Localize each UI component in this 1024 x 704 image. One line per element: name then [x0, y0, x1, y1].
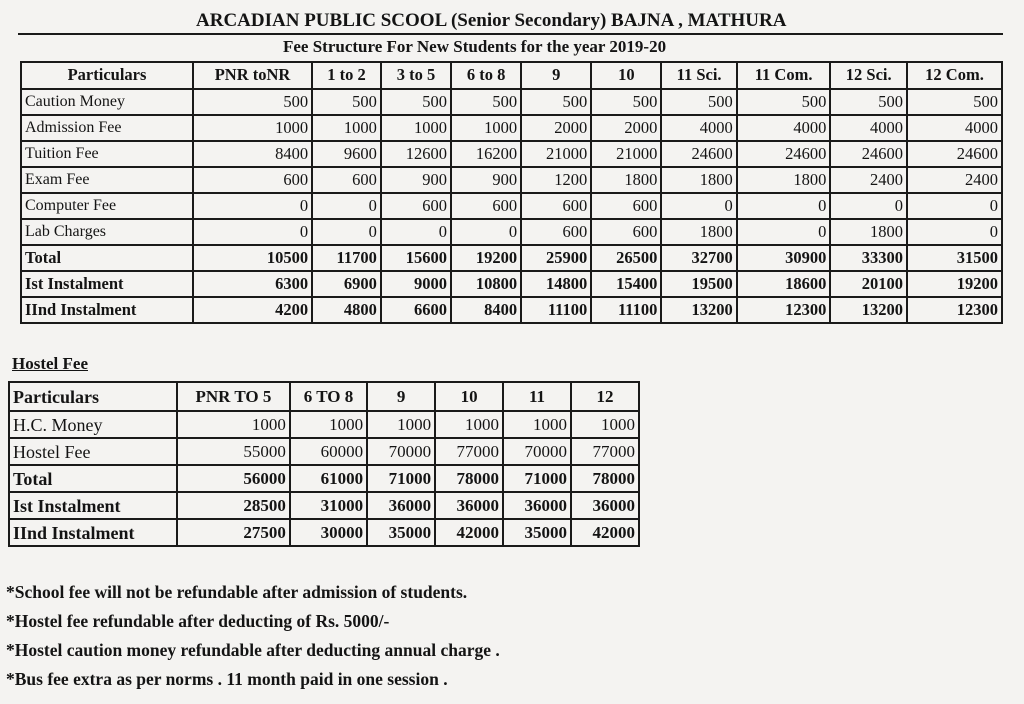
- fee-cell: 26500: [591, 245, 661, 271]
- row-label: Hostel Fee: [9, 438, 177, 465]
- row-label: H.C. Money: [9, 411, 177, 438]
- row-label: Tuition Fee: [21, 141, 193, 167]
- fee-cell: 9600: [312, 141, 381, 167]
- school-fee-column-header: 12 Com.: [907, 62, 1002, 89]
- fee-cell: 30900: [737, 245, 831, 271]
- fee-cell: 600: [312, 167, 381, 193]
- fee-cell: 600: [591, 219, 661, 245]
- fee-cell: 4800: [312, 297, 381, 323]
- fee-cell: 15400: [591, 271, 661, 297]
- fee-cell: 500: [381, 89, 451, 115]
- fee-cell: 2400: [907, 167, 1002, 193]
- hostel-fee-column-header: 11: [503, 382, 571, 411]
- fee-cell: 0: [830, 193, 907, 219]
- fee-cell: 0: [193, 219, 312, 245]
- fee-cell: 500: [193, 89, 312, 115]
- note-item: *Hostel caution money refundable after deducting annual charge .: [6, 640, 500, 660]
- row-label: Total: [9, 465, 177, 492]
- school-fee-column-header: 1 to 2: [312, 62, 381, 89]
- hostel-fee-row: [9, 438, 639, 465]
- school-fee-row: [21, 193, 1002, 219]
- fee-cell: 2000: [521, 115, 591, 141]
- fee-cell: 900: [451, 167, 521, 193]
- fee-cell: 4000: [830, 115, 907, 141]
- row-label: Caution Money: [21, 89, 193, 115]
- fee-cell: 35000: [503, 519, 571, 546]
- school-fee-column-header: 12 Sci.: [830, 62, 907, 89]
- fee-cell: 19200: [907, 271, 1002, 297]
- fee-cell: 600: [193, 167, 312, 193]
- row-label: IInd Instalment: [21, 297, 193, 323]
- fee-cell: 9000: [381, 271, 451, 297]
- fee-cell: 12300: [907, 297, 1002, 323]
- fee-cell: 71000: [503, 465, 571, 492]
- fee-cell: 19200: [451, 245, 521, 271]
- fee-cell: 78000: [435, 465, 503, 492]
- row-label: Total: [21, 245, 193, 271]
- school-fee-column-header: 11 Sci.: [661, 62, 736, 89]
- fee-cell: 31000: [290, 492, 367, 519]
- fee-cell: 1800: [737, 167, 831, 193]
- fee-cell: 12300: [737, 297, 831, 323]
- fee-cell: 2400: [830, 167, 907, 193]
- fee-cell: 20100: [830, 271, 907, 297]
- fee-cell: 0: [737, 193, 831, 219]
- row-label: Lab Charges: [21, 219, 193, 245]
- hostel-fee-heading: Hostel Fee: [12, 354, 88, 373]
- fee-cell: 28500: [177, 492, 290, 519]
- fee-cell: 4200: [193, 297, 312, 323]
- fee-cell: 60000: [290, 438, 367, 465]
- fee-cell: 1000: [290, 411, 367, 438]
- fee-cell: 4000: [661, 115, 736, 141]
- school-fee-row: [21, 271, 1002, 297]
- fee-cell: 11700: [312, 245, 381, 271]
- fee-cell: 1000: [367, 411, 435, 438]
- fee-cell: 13200: [830, 297, 907, 323]
- fee-cell: 500: [312, 89, 381, 115]
- school-fee-row: [21, 219, 1002, 245]
- title-rule: [18, 33, 1003, 35]
- school-fee-column-header: 11 Com.: [737, 62, 831, 89]
- fee-cell: 24600: [661, 141, 736, 167]
- fee-cell: 1000: [503, 411, 571, 438]
- school-fee-header-row: [21, 62, 1002, 89]
- row-label: Exam Fee: [21, 167, 193, 193]
- fee-cell: 24600: [830, 141, 907, 167]
- fee-cell: 14800: [521, 271, 591, 297]
- fee-cell: 10500: [193, 245, 312, 271]
- fee-cell: 8400: [451, 297, 521, 323]
- note-item: *Bus fee extra as per norms . 11 month paid in one session .: [6, 669, 448, 689]
- school-fee-column-header: Particulars: [21, 62, 193, 89]
- hostel-fee-row: [9, 492, 639, 519]
- school-fee-row: [21, 167, 1002, 193]
- fee-cell: 16200: [451, 141, 521, 167]
- fee-cell: 1800: [591, 167, 661, 193]
- school-fee-column-header: 6 to 8: [451, 62, 521, 89]
- school-fee-column-header: 9: [521, 62, 591, 89]
- fee-cell: 6600: [381, 297, 451, 323]
- hostel-fee-column-header: 9: [367, 382, 435, 411]
- row-label: IInd Instalment: [9, 519, 177, 546]
- fee-cell: 500: [830, 89, 907, 115]
- fee-cell: 4000: [737, 115, 831, 141]
- school-name: ARCADIAN PUBLIC SCOOL (Senior Secondary) BAJNA , MATHURA: [196, 10, 787, 31]
- fee-cell: 500: [591, 89, 661, 115]
- school-fee-row: [21, 245, 1002, 271]
- row-label: Ist Instalment: [21, 271, 193, 297]
- fee-cell: 600: [521, 193, 591, 219]
- notes: [6, 578, 500, 694]
- fee-cell: 1000: [571, 411, 639, 438]
- fee-cell: 1800: [661, 167, 736, 193]
- fee-cell: 1000: [312, 115, 381, 141]
- fee-cell: 600: [521, 219, 591, 245]
- fee-cell: 500: [907, 89, 1002, 115]
- fee-cell: 600: [591, 193, 661, 219]
- hostel-fee-table: [8, 381, 640, 547]
- hostel-fee-column-header: Particulars: [9, 382, 177, 411]
- school-fee-row: [21, 297, 1002, 323]
- fee-cell: 8400: [193, 141, 312, 167]
- note-item: *Hostel fee refundable after deducting of Rs. 5000/-: [6, 611, 390, 631]
- fee-cell: 36000: [435, 492, 503, 519]
- school-fee-column-header: 3 to 5: [381, 62, 451, 89]
- fee-cell: 500: [451, 89, 521, 115]
- fee-cell: 77000: [435, 438, 503, 465]
- hostel-fee-row: [9, 465, 639, 492]
- fee-cell: 21000: [521, 141, 591, 167]
- fee-cell: 6300: [193, 271, 312, 297]
- fee-cell: 1000: [435, 411, 503, 438]
- fee-cell: 1000: [381, 115, 451, 141]
- row-label: Admission Fee: [21, 115, 193, 141]
- fee-cell: 70000: [503, 438, 571, 465]
- fee-cell: 36000: [367, 492, 435, 519]
- fee-cell: 0: [907, 219, 1002, 245]
- fee-cell: 600: [381, 193, 451, 219]
- hostel-fee-column-header: 12: [571, 382, 639, 411]
- fee-cell: 1200: [521, 167, 591, 193]
- hostel-fee-row: [9, 411, 639, 438]
- fee-cell: 6900: [312, 271, 381, 297]
- fee-cell: 35000: [367, 519, 435, 546]
- fee-cell: 42000: [571, 519, 639, 546]
- fee-cell: 0: [381, 219, 451, 245]
- fee-cell: 42000: [435, 519, 503, 546]
- hostel-fee-column-header: 6 TO 8: [290, 382, 367, 411]
- fee-cell: 0: [451, 219, 521, 245]
- note-item: *School fee will not be refundable after admission of students.: [6, 582, 468, 602]
- fee-cell: 18600: [737, 271, 831, 297]
- fee-cell: 1800: [661, 219, 736, 245]
- fee-cell: 19500: [661, 271, 736, 297]
- fee-cell: 0: [193, 193, 312, 219]
- fee-cell: 25900: [521, 245, 591, 271]
- school-fee-row: [21, 141, 1002, 167]
- fee-cell: 4000: [907, 115, 1002, 141]
- fee-cell: 0: [737, 219, 831, 245]
- fee-cell: 12600: [381, 141, 451, 167]
- hostel-fee-column-header: 10: [435, 382, 503, 411]
- fee-cell: 31500: [907, 245, 1002, 271]
- school-fee-column-header: PNR toNR: [193, 62, 312, 89]
- fee-cell: 71000: [367, 465, 435, 492]
- school-fee-column-header: 10: [591, 62, 661, 89]
- fee-cell: 500: [737, 89, 831, 115]
- fee-cell: 15600: [381, 245, 451, 271]
- fee-cell: 500: [661, 89, 736, 115]
- hostel-fee-row: [9, 519, 639, 546]
- hostel-fee-header-row: [9, 382, 639, 411]
- fee-cell: 24600: [737, 141, 831, 167]
- fee-cell: 33300: [830, 245, 907, 271]
- fee-cell: 55000: [177, 438, 290, 465]
- fee-cell: 61000: [290, 465, 367, 492]
- fee-cell: 10800: [451, 271, 521, 297]
- fee-cell: 600: [451, 193, 521, 219]
- school-fee-row: [21, 89, 1002, 115]
- school-fee-row: [21, 115, 1002, 141]
- row-label: Ist Instalment: [9, 492, 177, 519]
- fee-cell: 0: [907, 193, 1002, 219]
- fee-cell: 2000: [591, 115, 661, 141]
- row-label: Computer Fee: [21, 193, 193, 219]
- fee-cell: 11100: [521, 297, 591, 323]
- fee-cell: 0: [312, 219, 381, 245]
- fee-structure-subtitle: Fee Structure For New Students for the year 2019-20: [283, 37, 667, 56]
- fee-cell: 32700: [661, 245, 736, 271]
- fee-cell: 500: [521, 89, 591, 115]
- fee-cell: 30000: [290, 519, 367, 546]
- fee-cell: 77000: [571, 438, 639, 465]
- fee-cell: 0: [661, 193, 736, 219]
- fee-cell: 13200: [661, 297, 736, 323]
- fee-cell: 27500: [177, 519, 290, 546]
- fee-cell: 24600: [907, 141, 1002, 167]
- school-fee-table: [20, 61, 1003, 324]
- fee-cell: 1000: [193, 115, 312, 141]
- fee-cell: 1000: [451, 115, 521, 141]
- fee-cell: 78000: [571, 465, 639, 492]
- fee-cell: 11100: [591, 297, 661, 323]
- fee-cell: 21000: [591, 141, 661, 167]
- fee-cell: 56000: [177, 465, 290, 492]
- fee-cell: 900: [381, 167, 451, 193]
- fee-cell: 70000: [367, 438, 435, 465]
- fee-cell: 1000: [177, 411, 290, 438]
- fee-cell: 36000: [571, 492, 639, 519]
- fee-cell: 1800: [830, 219, 907, 245]
- fee-cell: 0: [312, 193, 381, 219]
- fee-cell: 36000: [503, 492, 571, 519]
- hostel-fee-column-header: PNR TO 5: [177, 382, 290, 411]
